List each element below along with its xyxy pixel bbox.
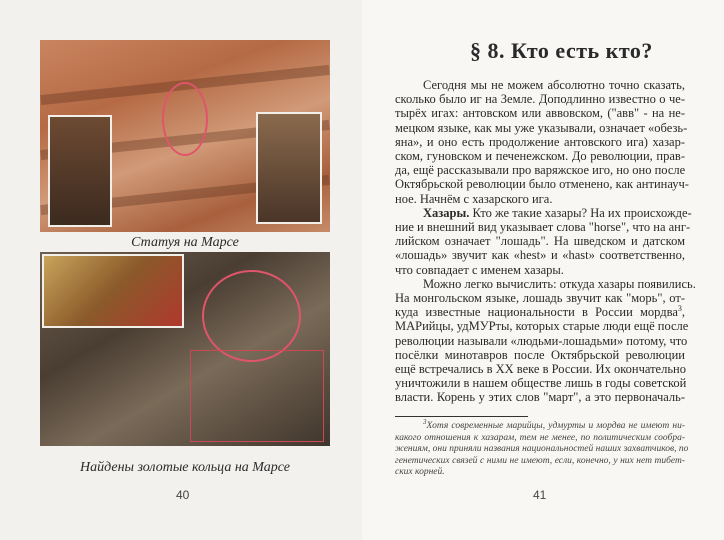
- text-line: «лошадь» звучит как «hest» и «hast» соответственно,: [395, 248, 685, 263]
- text-line: [395, 205, 692, 220]
- section-title: § 8. Кто есть кто?: [470, 38, 653, 63]
- text-line: ное. Начнём с хазарского ига.: [395, 191, 553, 206]
- text-line: Можно легко вычислить: откуда хазары появились.: [423, 276, 696, 291]
- text-line: Сегодня мы не можем абсолютно точно сказать,: [423, 78, 685, 92]
- mars-rings-photo: [40, 252, 330, 446]
- text-line: лийском означает "лошадь". На шведском и датском: [395, 234, 685, 249]
- text-line: тырёх игах: антовском или аввовском, ("авв" - на не-: [395, 106, 685, 121]
- text-line: куда известные национальности в России мордва$^3$,: [395, 304, 685, 320]
- text-line: генетических связей с ними не имеют, если, конечно, у них нет тибет-: [395, 455, 685, 466]
- page-number: 40: [176, 488, 190, 502]
- text-fragment: Хотя современные марийцы, удмурты и мордва не имеют ни-: [426, 421, 685, 431]
- zoomed-inset: [190, 350, 324, 442]
- text-line: ещё встречались в XX веке в России. Их окончательно: [395, 362, 686, 377]
- text-fragment: куда известные национальности в России мордва: [395, 305, 678, 320]
- text-line: революции называли «людьми-лошадьми» потому, что: [395, 333, 688, 348]
- text-line: ских корней.: [395, 467, 445, 477]
- footnote-ref: 3: [677, 304, 682, 314]
- footnote: [395, 417, 689, 479]
- text-line: жениям, они приняли названия национальностей наших захватчиков, по: [395, 444, 689, 454]
- footnote-divider: [395, 416, 528, 417]
- highlight-circle: [202, 270, 301, 362]
- body-text: [395, 78, 696, 405]
- zoomed-inset: [48, 115, 112, 227]
- text-line: что совпадает с именем хазары.: [395, 262, 564, 277]
- text-line: посёлки минотавров после Октябрьской революции: [395, 347, 685, 362]
- text-line: ние и внешний вид указывает слова "horse", что на анг-: [395, 220, 691, 235]
- text-line: власти. Корень у этих слов "март", а это первоначаль-: [395, 390, 685, 405]
- gold-rings-inset: [42, 254, 184, 328]
- zoomed-inset: [256, 112, 322, 224]
- text-line: МАРийцы, удМУРты, которых старые люди ещё после: [395, 319, 689, 334]
- text-line: На монгольском языке, лошадь звучит как "морь", от-: [395, 291, 685, 306]
- photo-caption: Найдены золотые кольца на Марсе: [80, 460, 290, 475]
- page-number: 41: [533, 488, 547, 502]
- text-line: яна», и оно есть продолжение антовского ига) хазар-: [395, 134, 685, 149]
- text-line: какого отношения к хазарам, тем не менее, по политическим сообра-: [395, 432, 685, 443]
- text-line: [395, 417, 685, 433]
- text-line: ском, гуновском и печенежском. До революции, прав-: [395, 149, 685, 164]
- footnote-mark: 3: [423, 417, 427, 426]
- text-line: сколько было иг на Земле. Доподлинно известно о че-: [395, 92, 685, 107]
- text-line: мецком языке, как мы уже указывали, означает «обезь-: [395, 120, 688, 135]
- text-line: уничтожили в нашем обществе лишь в годы советской: [395, 376, 687, 391]
- text-line: да, ещё рассказывали про варяжское иго, но оно после: [395, 163, 686, 178]
- text-fragment: Кто же такие хазары? На их происхожде-: [472, 205, 692, 220]
- text-line: Октябрьской революции было отменено, как антинауч-: [395, 177, 689, 192]
- photo-caption: Статуя на Марсе: [131, 235, 239, 250]
- highlight-circle: [162, 82, 208, 156]
- mars-statue-photo: [40, 40, 330, 232]
- bold-lead: Хазары.: [423, 205, 470, 220]
